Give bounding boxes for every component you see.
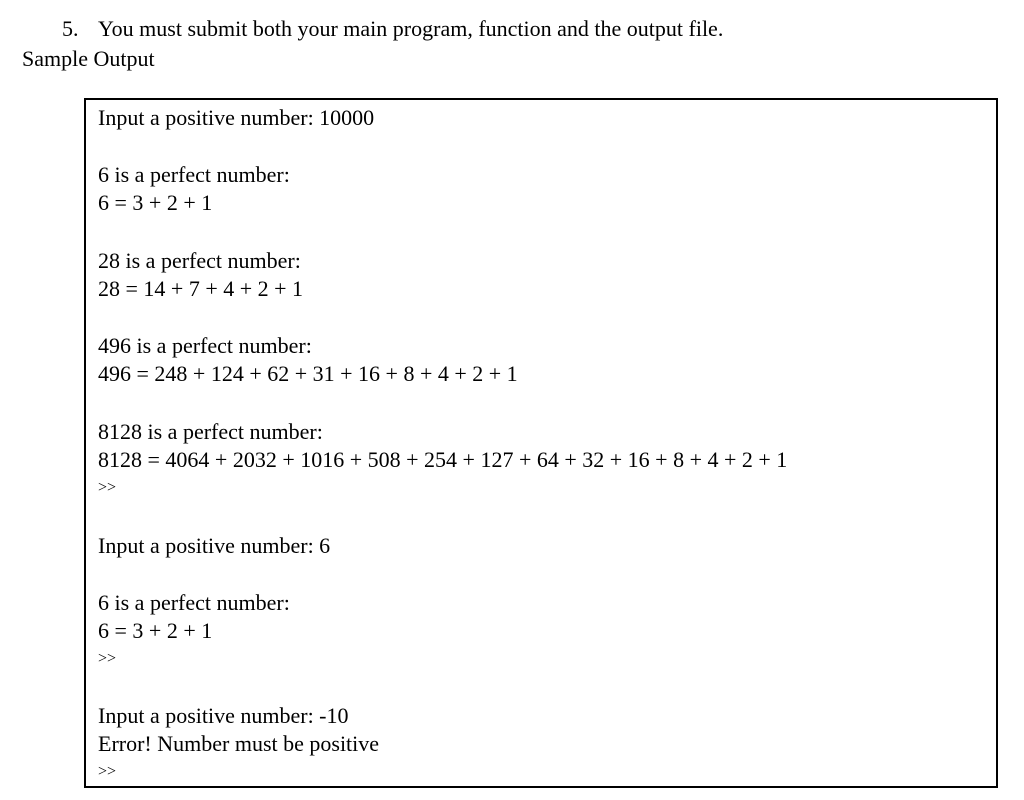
output-error-message: Error! Number must be positive [98,731,380,756]
instruction-text: You must submit both your main program, function and the output file. [98,16,724,41]
output-line: 8128 is a perfect number: [98,419,323,444]
output-line: 28 is a perfect number: [98,248,301,273]
output-line: 28 = 14 + 7 + 4 + 2 + 1 [98,276,304,301]
instruction-item [62,14,723,44]
output-prompt: >> [98,479,117,496]
output-line: 6 is a perfect number: [98,162,290,187]
output-line: Input a positive number: -10 [98,703,349,728]
section-title: Sample Output [22,46,155,71]
output-line: 496 = 248 + 124 + 62 + 31 + 16 + 8 + 4 + 2 + 1 [98,361,518,386]
output-line: 6 = 3 + 2 + 1 [98,618,213,643]
output-prompt: >> [98,763,117,780]
output-line: 496 is a perfect number: [98,333,312,358]
output-line: Input a positive number: 6 [98,533,331,558]
output-line: 6 is a perfect number: [98,590,290,615]
instruction-number: 5. [62,16,79,41]
output-line: 8128 = 4064 + 2032 + 1016 + 508 + 254 + 127 + 64 + 32 + 16 + 8 + 4 + 2 + 1 [98,447,788,472]
sample-output-box [84,98,998,788]
output-line: 6 = 3 + 2 + 1 [98,190,213,215]
output-prompt: >> [98,650,117,667]
output-line: Input a positive number: 10000 [98,105,375,130]
